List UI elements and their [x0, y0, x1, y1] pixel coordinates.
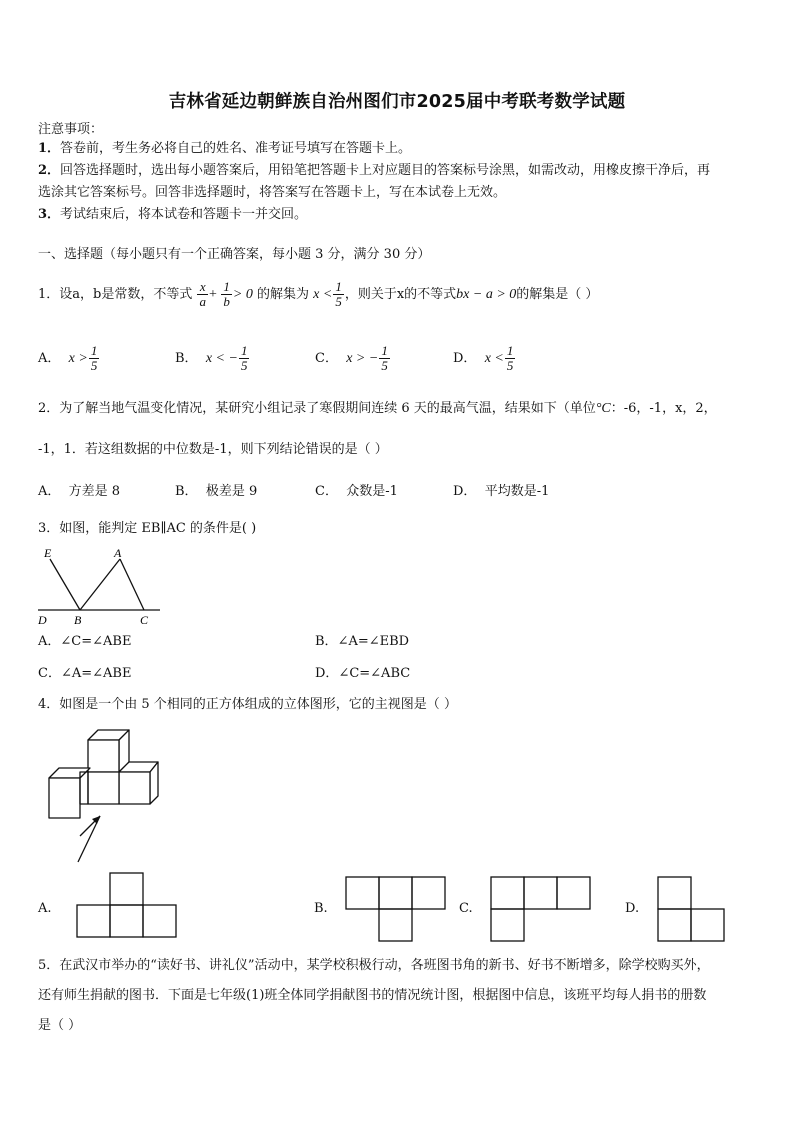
- page-title: 吉林省延边朝鲜族自治州图们市2025届中考联考数学试题: [168, 92, 626, 112]
- notice-item-text: 选涂其它答案标号。回答非选择题时，将答案写在答题卡上，写在本试卷上无效。: [38, 185, 507, 200]
- notice-item-number: 3．: [38, 207, 61, 222]
- question-3-stem: 3．如图，能判定 EB∥AC 的条件是( ): [38, 521, 257, 536]
- q3-option-d[interactable]: D．∠C=∠ABC: [315, 666, 411, 681]
- notice-item: [38, 206, 307, 224]
- q4-option-a-figure[interactable]: [76, 872, 178, 938]
- question-4-stem: 4．如图是一个由 5 个相同的正方体组成的立体图形，它的主视图是（ ）: [38, 697, 457, 712]
- notice-item: [38, 184, 506, 202]
- unit-celsius: °C: [595, 401, 611, 416]
- q4-option-c-label[interactable]: C.: [459, 901, 473, 916]
- triangle-figure: [36, 544, 166, 628]
- question-1-stem: [38, 280, 598, 310]
- notice-item-number: 1．: [38, 141, 61, 156]
- q2-option-c[interactable]: C． 众数是-1: [315, 484, 398, 499]
- notice-item-text: 考试结束后，将本试卷和答题卡一并交回。: [60, 207, 308, 222]
- inequality-bx-a: bx − a > 0: [456, 287, 517, 302]
- question-2-stem-line1: 2．为了解当地气温变化情况，某研究小组记录了寒假期间连续 6 天的最高气温，结果如下（单位°C：-6，-1，x，2，: [38, 401, 717, 416]
- fraction-x-over-a: $\frac{x}{a}$: [199, 279, 206, 309]
- q1-option-c[interactable]: C． x > − $\frac{1}{5}$: [315, 343, 388, 373]
- label-d: D: [38, 613, 47, 627]
- q3-option-b[interactable]: B．∠A=∠EBD: [315, 634, 410, 649]
- question-5-stem-line3: 是（ ）: [38, 1018, 82, 1033]
- q4-option-d-figure[interactable]: [657, 876, 727, 942]
- q3-option-a[interactable]: A．∠C=∠ABE: [38, 634, 132, 649]
- q4-option-c-figure[interactable]: [490, 876, 592, 942]
- q1-option-d[interactable]: D． x < $\frac{1}{5}$: [453, 343, 514, 373]
- section-heading: 一、选择题（每小题只有一个正确答案，每小题 3 分，满分 30 分）: [38, 247, 431, 262]
- q1-mid: 的解集为: [256, 287, 309, 302]
- q1-option-b[interactable]: B． x < − $\frac{1}{5}$: [175, 343, 248, 373]
- q1-option-a[interactable]: A． x > $\frac{1}{5}$: [38, 343, 98, 373]
- gt-zero: > 0: [232, 287, 253, 302]
- q4-option-b-label[interactable]: B.: [314, 901, 328, 916]
- question-2-stem-line2: -1，1．若这组数据的中位数是-1，则下列结论错误的是（ ）: [38, 442, 388, 457]
- q4-option-a-label[interactable]: A.: [38, 901, 52, 916]
- q4-option-b-figure[interactable]: [345, 876, 447, 942]
- label-b: B: [74, 613, 82, 627]
- q1-prefix: 1．设a，b是常数，不等式: [38, 287, 193, 302]
- segment-eb: [50, 559, 80, 610]
- fraction-1-over-5: $\frac{1}{5}$: [335, 279, 342, 309]
- question-5-stem-line1: 5．在武汉市举办的“读好书、讲礼仪”活动中，某学校积极行动，各班图书角的新书、好书不断增多，除学校购买外，: [38, 958, 710, 973]
- notice-item: [38, 140, 411, 158]
- label-c: C: [140, 613, 149, 627]
- notice-item-text: 答卷前，考生务必将自己的姓名、准考证号填写在答题卡上。: [60, 141, 412, 156]
- q2-option-b[interactable]: B． 极差是 9: [175, 484, 258, 499]
- cube-solid-figure: [44, 728, 166, 868]
- q2-option-d[interactable]: D． 平均数是-1: [453, 484, 550, 499]
- label-e: E: [44, 546, 52, 560]
- segment-ba: [80, 559, 120, 610]
- plus-sign: +: [208, 287, 221, 302]
- notice-item-number: 2．: [38, 163, 61, 178]
- notice-heading: 注意事项：: [38, 122, 104, 137]
- x-lt: x <: [313, 287, 333, 302]
- q1-suffix: ，则关于x的不等式: [344, 287, 457, 302]
- label-a: A: [114, 546, 122, 560]
- q4-option-d-label[interactable]: D.: [625, 901, 640, 916]
- notice-item-text: 回答选择题时，选出每小题答案后，用铅笔把答题卡上对应题目的答案标号涂黑，如需改动，用橡皮擦干净后，再: [60, 163, 711, 178]
- view-arrow-line: [78, 816, 100, 862]
- segment-ac: [120, 559, 144, 610]
- question-5-stem-line2: 还有师生捐献的图书．下面是七年级(1)班全体同学捐献图书的情况统计图，根据图中信息，该班平均每人捐书的册数: [38, 988, 707, 1003]
- q3-option-c[interactable]: C．∠A=∠ABE: [38, 666, 132, 681]
- fraction-1-over-b: $\frac{1}{b}$: [223, 279, 230, 309]
- q1-end: 的解集是（ ）: [516, 287, 599, 302]
- q2-option-a[interactable]: A． 方差是 8: [38, 484, 121, 499]
- notice-item: [38, 162, 710, 180]
